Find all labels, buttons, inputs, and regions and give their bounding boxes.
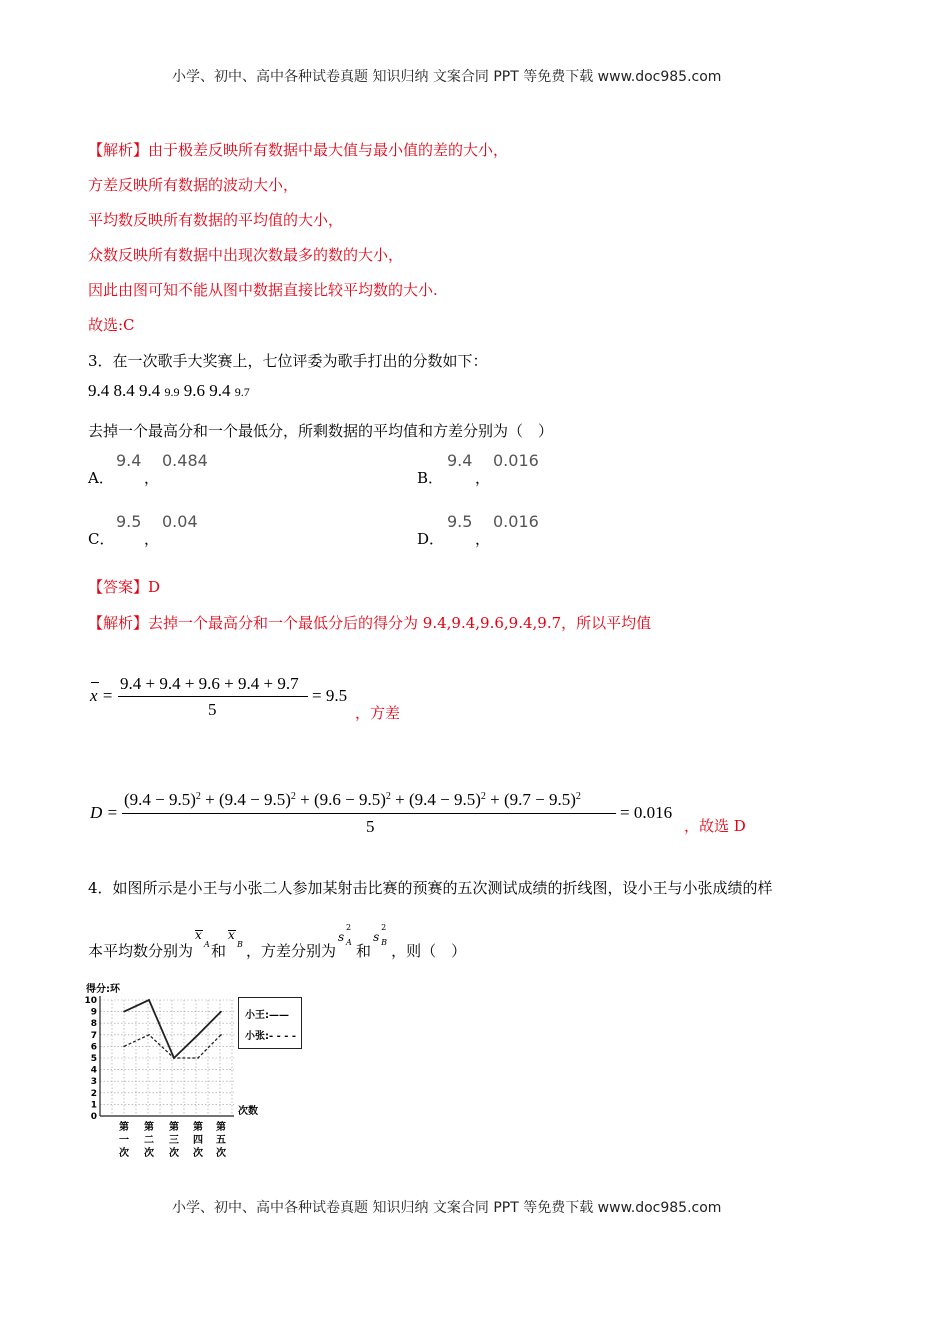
analysis-line-2: 方差反映所有数据的波动大小， (88, 176, 299, 194)
q3-analysis (88, 612, 651, 633)
x-tick-label: 第四次 (193, 1122, 203, 1159)
mean-lhs (90, 686, 113, 706)
option-a-label: A． (88, 469, 114, 487)
variance-denominator: 5 (366, 817, 375, 836)
option-d-v2: 0.016 (493, 512, 539, 531)
option-c-comma: ， (144, 530, 160, 548)
answer-tag: 【答案】 (88, 578, 149, 596)
mean-symbol: x = (90, 686, 113, 705)
x-axis-label: 次数 (238, 1106, 258, 1117)
answer-line (88, 576, 160, 597)
page-footer: 小学、初中、高中各种试卷真题 知识归纳 文案合同 PPT 等免费下载 www.doc985.com (172, 1200, 722, 1216)
x-tick-label: 第一次 (119, 1122, 129, 1159)
y-tick-label: 6 (90, 1042, 97, 1053)
option-b-v2: 0.016 (493, 451, 539, 470)
legend-item-zhang: 小张:- - - - (245, 1031, 297, 1042)
option-b-label: B． (417, 469, 444, 487)
option-c-v1: 9.5 (116, 512, 142, 531)
variance-numerator: $(9.4 - 9.5)^2 + (9.4 - 9.5)^2 + (9.6 - 9.5)^2 + (9.4 - 9.5)^2 + (9.7 - 9.5)^2$ (124, 790, 581, 809)
x-bar-a: x A (195, 928, 210, 949)
data-point (173, 1057, 175, 1059)
q3-question: 去掉一个最高分和一个最低分，所剩数据的平均值和方差分别为（ ） (88, 422, 554, 440)
data-point (220, 1011, 222, 1013)
y-tick-label: 4 (90, 1065, 97, 1076)
option-b-comma: ， (475, 469, 491, 487)
variance-tail: ，故选 D (684, 817, 746, 835)
analysis-tag: 【解析】 (88, 141, 149, 159)
variance-fraction-bar (122, 813, 616, 814)
x-tick-label: 第二次 (144, 1122, 154, 1159)
var-term-1: (9.4 − 9.5) (124, 790, 196, 809)
mean-denominator: 5 (208, 700, 217, 719)
q4-line-1: 4．如图所示是小王与小张二人参加某射击比赛的预赛的五次测试成绩的折线图，设小王与小张成绩的样 (88, 879, 773, 897)
variance-lhs: D = (90, 803, 118, 822)
q3-analysis-tag: 【解析】 (88, 614, 149, 632)
mean-fraction-bar (118, 696, 308, 697)
x-tick-label: 第三次 (169, 1122, 179, 1159)
data-point (197, 1034, 199, 1036)
q3-score-small-1: 9.9 (164, 385, 180, 399)
analysis-line-1 (88, 139, 508, 160)
page-header: 小学、初中、高中各种试卷真题 知识归纳 文案合同 PPT 等免费下载 www.doc985.com (172, 69, 722, 85)
x-bar-b: x B (228, 928, 243, 949)
s-squared-b: s 2 B (373, 923, 387, 947)
option-d-v1: 9.5 (447, 512, 473, 531)
legend-item-wang: 小王:—— (245, 1010, 289, 1021)
option-d-label: D． (417, 530, 445, 548)
q4-text-b: ，方差分别为 (246, 942, 337, 960)
q3-analysis-text: 去掉一个最高分和一个最低分后的得分为 9.4,9.4,9.6,9.4,9.7，所以平均值 (148, 614, 652, 632)
chart-legend (238, 997, 302, 1049)
s-squared-a: s 2 A (338, 923, 352, 947)
q3-scores-b: 9.6 9.4 (183, 381, 231, 400)
choice-line: 故选:C (88, 316, 135, 334)
option-c-label: C． (88, 530, 115, 548)
option-a-comma: ， (144, 469, 160, 487)
y-tick-label: 5 (90, 1054, 97, 1064)
analysis-line-4: 众数反映所有数据中出现次数最多的数的大小， (88, 246, 404, 264)
variance-result: = 0.016 (620, 803, 673, 822)
analysis-text: 由于极差反映所有数据中最大值与最小值的差的大小， (148, 141, 509, 159)
mean-result: = 9.5 (312, 686, 348, 705)
mean-numerator: 9.4 + 9.4 + 9.6 + 9.4 + 9.7 (120, 674, 299, 693)
var-term-2: + (9.4 − 9.5) (205, 790, 291, 809)
chart-title: 得分:环 (86, 984, 120, 995)
data-point (148, 1034, 150, 1036)
y-tick-label: 1 (90, 1100, 97, 1111)
option-a-v1: 9.4 (116, 451, 142, 470)
option-d-comma: ， (475, 530, 491, 548)
data-point (123, 1011, 125, 1013)
y-tick-label: 10 (84, 996, 97, 1006)
data-point (123, 1046, 125, 1048)
data-point (197, 1057, 199, 1059)
q4-text-a: 本平均数分别为 (88, 942, 194, 960)
q4-text-c: ，则（ ） (391, 942, 467, 960)
q4-and-2: 和 (356, 942, 372, 960)
var-term-5: + (9.7 − 9.5) (490, 790, 576, 809)
q4-line-2 (88, 923, 467, 961)
q3-scores (88, 381, 250, 401)
y-tick-label: 3 (90, 1077, 97, 1088)
option-b-v1: 9.4 (447, 451, 473, 470)
q3-stem: 3．在一次歌手大奖赛上，七位评委为歌手打出的分数如下： (88, 352, 488, 370)
y-tick-label: 2 (90, 1088, 97, 1099)
mean-tail: ，方差 (355, 704, 401, 722)
y-tick-label: 7 (90, 1030, 97, 1041)
analysis-line-5: 因此由图可知不能从图中数据直接比较平均数的大小. (88, 281, 438, 299)
option-a-v2: 0.484 (162, 451, 208, 470)
y-tick-label: 9 (90, 1007, 97, 1018)
answer-value: D (148, 578, 161, 596)
q3-scores-a: 9.4 8.4 9.4 (88, 381, 161, 400)
q4-and-1: 和 (211, 942, 227, 960)
x-tick-label: 第五次 (216, 1122, 226, 1159)
var-term-3: + (9.6 − 9.5) (300, 790, 386, 809)
y-tick-label: 0 (90, 1112, 97, 1122)
analysis-line-3: 平均数反映所有数据的平均值的大小， (88, 211, 344, 229)
data-point (220, 1034, 222, 1036)
data-point (148, 999, 150, 1001)
var-term-4: + (9.4 − 9.5) (395, 790, 481, 809)
q3-score-small-2: 9.7 (234, 385, 250, 399)
option-c-v2: 0.04 (162, 512, 198, 531)
y-tick-label: 8 (90, 1019, 97, 1030)
